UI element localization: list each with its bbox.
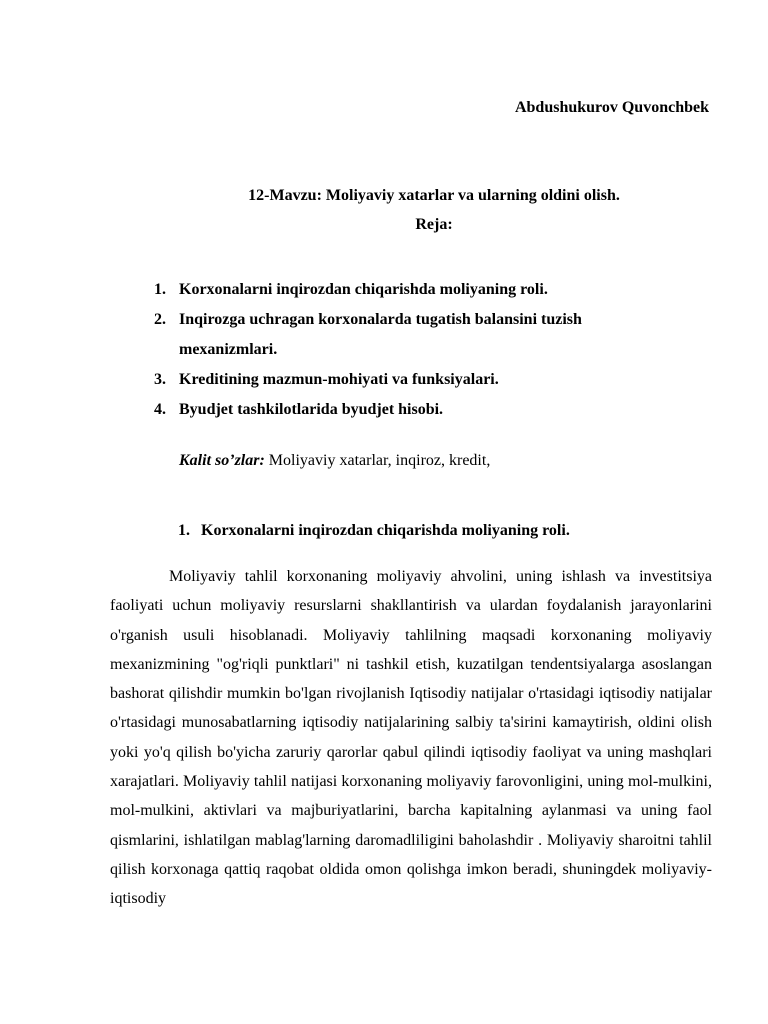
- plan-item-text: Korxonalarni inqirozdan chiqarishda moliyaning roli.: [179, 281, 548, 298]
- section-number: 1.: [178, 522, 190, 539]
- keywords-label: Kalit so’zlar:: [179, 452, 265, 469]
- plan-item-text: Kreditining mazmun-mohiyati va funksiyalari.: [179, 371, 499, 388]
- plan-list: [150, 275, 670, 425]
- plan-item-number: 3.: [154, 371, 166, 388]
- plan-item-number: 4.: [154, 401, 166, 418]
- plan-heading: Reja:: [415, 216, 453, 233]
- body-paragraph: Moliyaviy tahlil korxonaning moliyaviy ahvolini, uning ishlash va investitsiya faoliyati uchun moliyaviy resurslarni shakllantirish va ulardan foydalanish jarayonlarini o'rganish usuli hisoblanadi. Moliyaviy tahlilning maqsadi korxonaning moliyaviy mexanizmining "og'riqli punktlari" ni tashkil etish, kuzatilgan tendentsiyalarga asoslangan bashorat qilishdir mumkin bo'lgan rivojlanish Iqtisodiy natijalar o'rtasidagi iqtisodiy natijalar o'rtasidagi munosabatlarning iqtisodiy natijalarining salbiy ta'sirini kamaytirish, oldini olish yoki yo'q qilish bo'yicha zaruriy qarorlar qabul qilindi iqtisodiy faoliyat va uning mashqlari xarajatlari. Moliyaviy tahlil natijasi korxonaning moliyaviy farovonligini, uning mol-mulkini, mol-mulkini, aktivlari va majburiyatlarini, barcha kapitalning aylanmasi va uning faol qismlarini, ishlatilgan mablag'larning daromadliligini baholashdir . Moliyaviy sharoitni tahlil qilish korxonaga qattiq raqobat oldida omon qolishga imkon beradi, shuningdek moliyaviy-iqtisodiy: [110, 568, 712, 908]
- author-name: Abdushukurov Quvonchbek: [514, 99, 709, 116]
- plan-item-number: 1.: [154, 281, 166, 298]
- plan-item: [150, 275, 670, 305]
- plan-item: [150, 305, 670, 365]
- section-title: Korxonalarni inqirozdan chiqarishda moliyaning roli.: [201, 522, 570, 539]
- plan-item: [150, 365, 670, 395]
- plan-item: [150, 395, 670, 425]
- plan-item-text: Inqirozga uchragan korxonalarda tugatish balansini tuzish mexanizmlari.: [179, 311, 582, 358]
- plan-item-number: 2.: [154, 311, 166, 328]
- section-heading: [178, 522, 570, 540]
- plan-item-text: Byudjet tashkilotlarida byudjet hisobi.: [179, 401, 444, 418]
- keywords-text: Moliyaviy xatarlar, inqiroz, kredit,: [264, 452, 491, 469]
- topic-title: 12-Mavzu: Moliyaviy xatarlar va ularning oldini olish.: [248, 187, 620, 204]
- keywords-line: [179, 452, 490, 470]
